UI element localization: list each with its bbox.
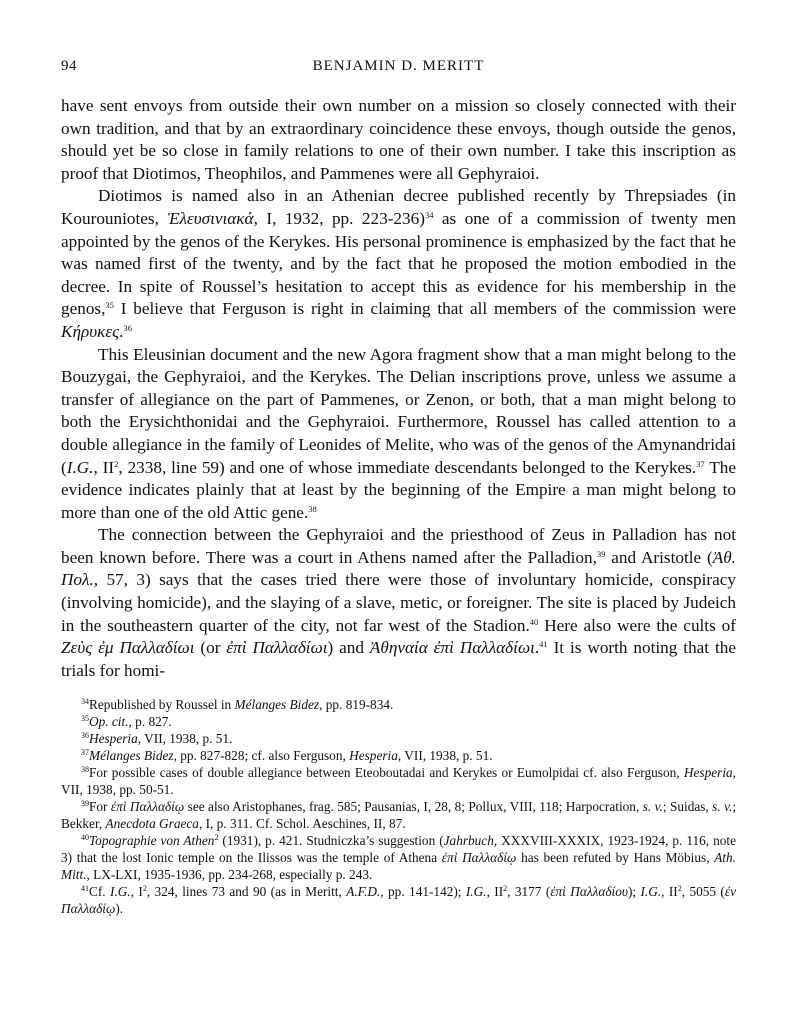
paragraph: The connection between the Gephyraioi and the priesthood of Zeus in Palladion has not been known before. There was a court in Athens named after the Palladion,$^{39}$ and Aristotle (Ἀθ. Πολ., 57, 3) says that the cases tried there were those of involuntary homicide, conspiracy (involving homicide), and the slaying of a slave, metic, or foreigner. The site is placed by Judeich in the southeastern quarter of the city, not far west of the Stadion.$^{40}$ Here also were the cults of Ζεὺς ἐμ Παλλαδίωι (or ἐπὶ Παλλαδίωι) and Ἀθηναία ἐπὶ Παλλαδίωι.$^{41}$ It is worth noting that the trials for homi-	[61, 525, 736, 680]
footnote-41: $^{41}$Cf. I.G., $I^2$, 324, lines 73 and 90 (as in Meritt, A.F.D., pp. 141-142); I.G., $II^2$, 3177 (ἐπὶ Παλλαδίου); I.G., $II^2$, 5055 (ἐν Παλλαδίῳ).	[61, 884, 737, 917]
footnote-ref[interactable]: 40	[529, 616, 539, 627]
footnote-35: $^{35}$Op. cit., p. 827.	[81, 714, 172, 730]
footnote-ref[interactable]: 36	[123, 322, 132, 333]
footnote-ref[interactable]: 34	[424, 209, 434, 220]
paragraph: This Eleusinian document and the new Agora fragment show that a man might belong to the Bouzygai, the Gephyraioi, and the Kerykes. The Delian inscriptions prove, unless we assume a transfer of allegiance on the part of Pammenes, or Zenon, or both, that a man might belong to both the Erysichthonidai and the Gephyraioi. Furthermore, Roussel has called attention to a double allegiance in the family of Leonides of Melite, who was of the genos of the Amynandridai (I.G., $II^2$, 2338, line 59) and one of whose immediate descendants belonged to the Kerykes.$^{37}$ The evidence indicates plainly that at least by the beginning of the Empire a man might belong to more than one of the old Attic gene.$^{38}$	[61, 344, 736, 522]
footnote-ref[interactable]: 39	[596, 548, 606, 559]
footnote-38: $^{38}$For possible cases of double allegiance between Eteoboutadai and Kerykes or Eumolpidai cf. also Ferguson, Hesperia, VII, 1938, pp. 50-51.	[61, 765, 736, 798]
paragraph: have sent envoys from outside their own number on a mission so closely connected with their own tradition, and that by an extraordinary coincidence these envoys, though outside the genos, should yet be so close in family relations to one of their own number. I take this inscription as proof that Diotimos, Theophilos, and Pammenes were all Gephyraioi.	[61, 96, 736, 183]
footnote-39: $^{39}$For ἐπὶ Παλλαδίῳ see also Aristophanes, frag. 585; Pausanias, I, 28, 8; Pollux, VIII, 118; Harpocration, s. v.; Suidas, s. v.; Bekker, Anecdota Graeca, I, p. 311. Cf. Schol. Aeschines, II, 87.	[61, 799, 737, 832]
page-number: 94	[61, 58, 77, 74]
footnote-ref[interactable]: 41	[539, 639, 548, 650]
footnotes	[61, 696, 736, 917]
footnote-34: $^{34}$Republished by Roussel in Mélanges Bidez, pp. 819-834.	[81, 697, 394, 713]
body-text	[61, 95, 736, 682]
running-title: BENJAMIN D. MERITT	[312, 58, 485, 74]
page	[61, 58, 736, 917]
footnote-37: $^{37}$Mélanges Bidez, pp. 827-828; cf. also Ferguson, Hesperia, VII, 1938, p. 51.	[81, 748, 493, 764]
page-header	[61, 58, 736, 80]
footnote-ref[interactable]: 37	[696, 458, 705, 469]
footnote-40: $^{40}$Topographie von Athen$^2$ (1931), p. 421. Studniczka’s suggestion (Jahrbuch, XXXVIII-XXXIX, 1923-1924, p. 116, note 3) that the lost Ionic temple on the Ilissos was the temple of Athena ἐπὶ Παλλαδίῳ has been refuted by Hans Möbius, Ath. Mitt., LX-LXI, 1935-1936, pp. 234-268, especially p. 243.	[61, 833, 736, 883]
paragraph: Diotimos is named also in an Athenian decree published recently by Threpsiades (in Kourouniotes, Ἐλευσινιακά, I, 1932, pp. 223-236)$^{34}$ as one of a commission of twenty men appointed by the genos of the Kerykes. His personal prominence is emphasized by the fact that he was named first of the twenty, and by the fact that he proposed the motion embodied in the decree. In spite of Roussel’s hesitation to accept this as evidence for his membership in the genos,$^{35}$ I believe that Ferguson is right in claiming that all members of the commission were Κήρυκες.$^{36}$	[61, 186, 737, 341]
footnote-ref[interactable]: 38	[308, 503, 317, 514]
footnote-36: $^{36}$Hesperia, VII, 1938, p. 51.	[81, 731, 233, 747]
footnote-ref[interactable]: 35	[105, 300, 114, 311]
